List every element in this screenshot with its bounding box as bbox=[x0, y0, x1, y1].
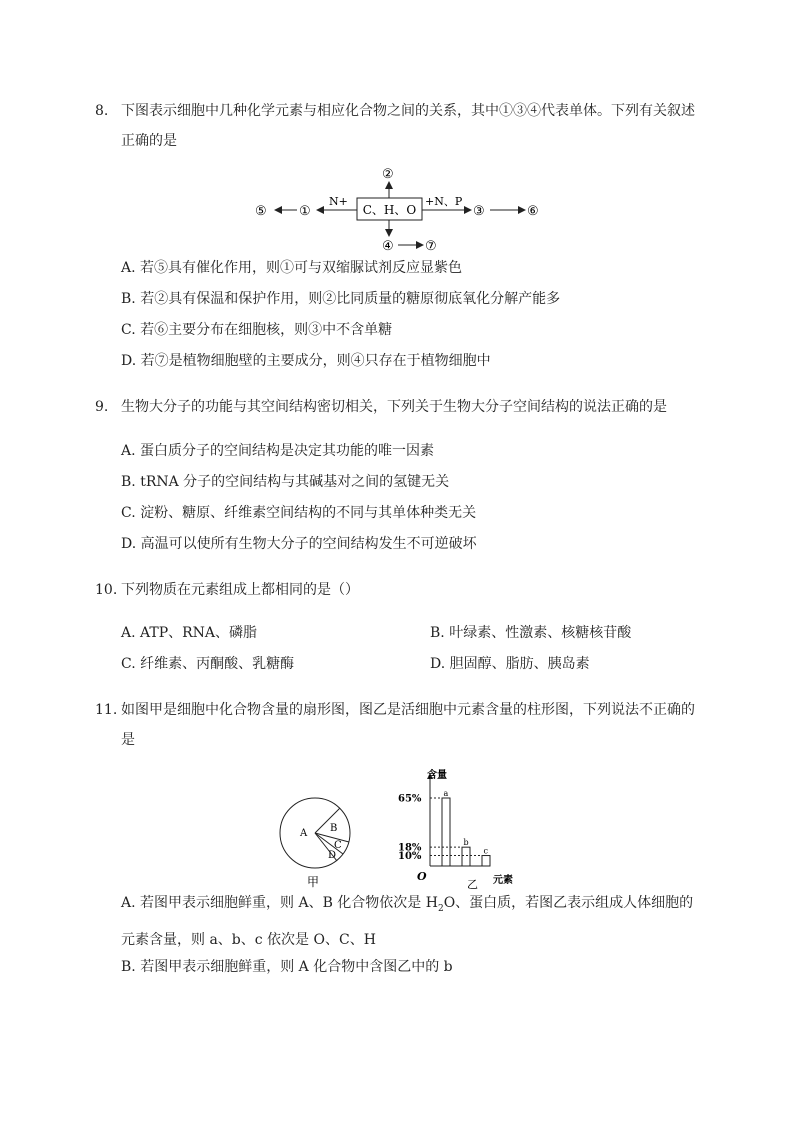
y-axis-label: 含量 bbox=[427, 770, 447, 781]
bar-label-a: a bbox=[443, 789, 449, 798]
q10-option-c: C. 纤维素、丙酮酸、乳糖酶 bbox=[121, 656, 295, 672]
pie-caption: 甲 bbox=[307, 875, 320, 889]
pie-label-a: A bbox=[300, 828, 308, 839]
q9-option-c: C. 淀粉、糖原、纤维素空间结构的不同与其单体种类无关 bbox=[121, 505, 477, 521]
question-stem: 下列物质在元素组成上都相同的是（） bbox=[121, 582, 359, 598]
pie-label-d: D bbox=[328, 850, 337, 861]
pie-label-c: C bbox=[334, 840, 342, 851]
q11-option-a-line1: A. 若图甲表示细胞鲜重，则 A、B 化合物依次是 $H_2O$、蛋白质，若图乙表示组成人体细胞的元素含量，则 a、b、c 依次是 O、C、H bbox=[121, 895, 694, 948]
bar-label-b: b bbox=[463, 838, 469, 848]
question-number: 8. bbox=[95, 103, 109, 119]
q8-option-b: B. 若②具有保温和保护作用，则②比同质量的糖原彻底氧化分解产能多 bbox=[121, 291, 561, 307]
bar-label-c: c bbox=[483, 846, 488, 856]
pie-figure bbox=[270, 795, 370, 890]
node-3: ③ bbox=[473, 204, 485, 219]
y-tick-label: 65% bbox=[398, 793, 422, 805]
compound-relationship-diagram bbox=[245, 165, 555, 255]
bar-c bbox=[482, 856, 490, 866]
bar-b bbox=[462, 847, 470, 866]
q9-option-a: A. 蛋白质分子的空间结构是决定其功能的唯一因素 bbox=[121, 443, 435, 459]
question-11 bbox=[95, 695, 705, 755]
origin-label: O bbox=[417, 870, 427, 883]
q10-option-b: B. 叶绿素、性激素、核糖核苷酸 bbox=[430, 625, 632, 641]
y-tick-label: 10% bbox=[398, 851, 422, 863]
right-arrow-label: +N、P bbox=[425, 195, 463, 208]
question-stem: 生物大分子的功能与其空间结构密切相关，下列关于生物大分子空间结构的说法正确的是 bbox=[121, 399, 667, 415]
q9-option-b: B. tRNA 分子的空间结构与其碱基对之间的氢键无关 bbox=[121, 474, 450, 490]
x-axis-label: 元素 bbox=[493, 875, 513, 886]
center-label: C、H、O bbox=[362, 203, 417, 217]
node-6: ⑥ bbox=[527, 204, 539, 219]
q9-option-d: D. 高温可以使所有生物大分子的空间结构发生不可逆破坏 bbox=[121, 536, 477, 552]
chart-caption: 乙 bbox=[467, 878, 478, 890]
node-1: ① bbox=[299, 204, 311, 219]
left-arrow-label: N+ bbox=[329, 195, 348, 208]
node-2: ② bbox=[382, 167, 394, 182]
element-bar-chart bbox=[395, 768, 525, 890]
question-9 bbox=[95, 392, 705, 422]
q8-option-c: C. 若⑥主要分布在细胞核，则③中不含单糖 bbox=[121, 322, 393, 338]
q10-option-a: A. ATP、RNA、磷脂 bbox=[121, 625, 258, 641]
question-number: 9. bbox=[95, 399, 109, 415]
question-8 bbox=[95, 96, 705, 156]
q10-option-d: D. 胆固醇、脂肪、胰岛素 bbox=[430, 656, 590, 672]
node-7: ⑦ bbox=[425, 239, 437, 254]
question-number: 10. bbox=[95, 582, 118, 598]
pie-label-b: B bbox=[330, 823, 338, 834]
node-5: ⑤ bbox=[255, 204, 267, 219]
q8-option-a: A. 若⑤具有催化作用，则①可与双缩脲试剂反应显紫色 bbox=[121, 260, 463, 276]
y-tick-label: 18% bbox=[398, 842, 422, 854]
q11-option-b: B. 若图甲表示细胞鲜重，则 A 化合物中含图乙中的 b bbox=[121, 959, 453, 975]
node-4: ④ bbox=[382, 239, 394, 254]
question-stem: 下图表示细胞中几种化学元素与相应化合物之间的关系，其中①③④代表单体。下列有关叙述正确的是 bbox=[121, 103, 695, 149]
q8-option-d: D. 若⑦是植物细胞壁的主要成分，则④只存在于植物细胞中 bbox=[121, 353, 491, 369]
question-stem: 如图甲是细胞中化合物含量的扇形图，图乙是活细胞中元素含量的柱形图，下列说法不正确的是 bbox=[121, 702, 695, 748]
question-10 bbox=[95, 575, 705, 605]
question-number: 11. bbox=[95, 702, 118, 718]
